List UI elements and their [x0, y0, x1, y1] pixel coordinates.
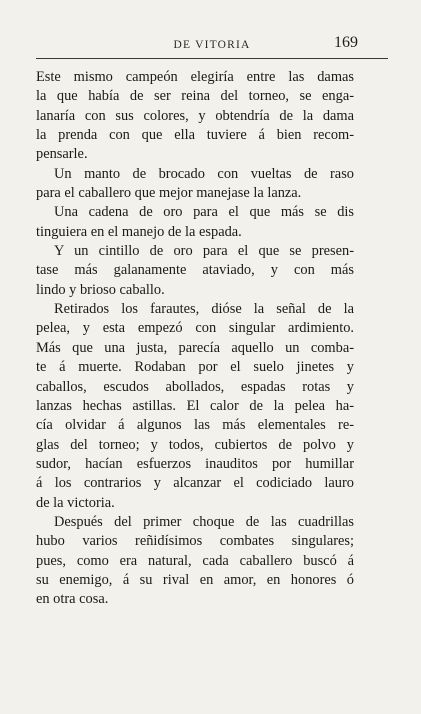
running-head — [36, 34, 388, 54]
text-line: pelea, y esta empezó con singular ardimiento. — [36, 320, 354, 337]
text-line: Un manto de brocado con vueltas de raso — [54, 165, 354, 182]
text-line: te á muerte. Rodaban por el suelo jinetes y — [36, 359, 354, 376]
text-line: pues, como era natural, cada caballero buscó á — [36, 552, 354, 569]
text-line: tinguiera en el manejo de la espada. — [36, 223, 242, 240]
text-line: su enemigo, á su rival en amor, en honores ó — [36, 571, 354, 588]
text-line: pensarle. — [36, 146, 88, 163]
text-line: hubo varios reñidísimos combates singulares; — [36, 533, 354, 550]
text-line: de la victoria. — [36, 494, 115, 511]
text-line: Este mismo campeón elegiría entre las damas — [36, 69, 354, 85]
text-line: en otra cosa. — [36, 591, 109, 608]
text-line: sudor, hacían esfuerzos inauditos por humillar — [36, 455, 354, 472]
text-line: Después del primer choque de las cuadrillas — [54, 513, 354, 530]
text-line: para el caballero que mejor manejase la lanza. — [36, 185, 302, 202]
text-line: la que había de ser reina del torneo, se enga- — [36, 88, 354, 105]
text-line: Más que una justa, parecía aquello un comba- — [36, 339, 354, 356]
body-text — [36, 68, 354, 610]
text-line: Y un cintillo de oro para el que se presen- — [54, 243, 354, 260]
text-line: Retirados los farautes, dióse la señal de la — [54, 301, 354, 318]
text-line: caballos, escudos abollados, espadas rotas y — [36, 378, 354, 395]
header-rule — [36, 58, 388, 59]
text-line: tase más galanamente ataviado, y con más — [36, 262, 354, 279]
running-title: DE VITORIA — [173, 39, 251, 51]
page-number: 169 — [334, 34, 358, 51]
text-line: lindo y brioso caballo. — [36, 281, 165, 298]
text-line: á los contrarios y alcanzar el codiciado lauro — [36, 475, 354, 492]
text-line: cía olvidar á algunos las más elementales re- — [36, 417, 354, 434]
text-line: lanzas hechas astillas. El calor de la pelea ha- — [36, 397, 354, 414]
text-line: lanaría con sus colores, y obtendría de la dama — [36, 107, 354, 124]
text-line: glas del torneo; y todos, cubiertos de polvo y — [36, 436, 354, 453]
text-line: la prenda con que ella tuviere á bien recom- — [36, 127, 354, 144]
text-line: Una cadena de oro para el que más se dis — [54, 204, 354, 221]
